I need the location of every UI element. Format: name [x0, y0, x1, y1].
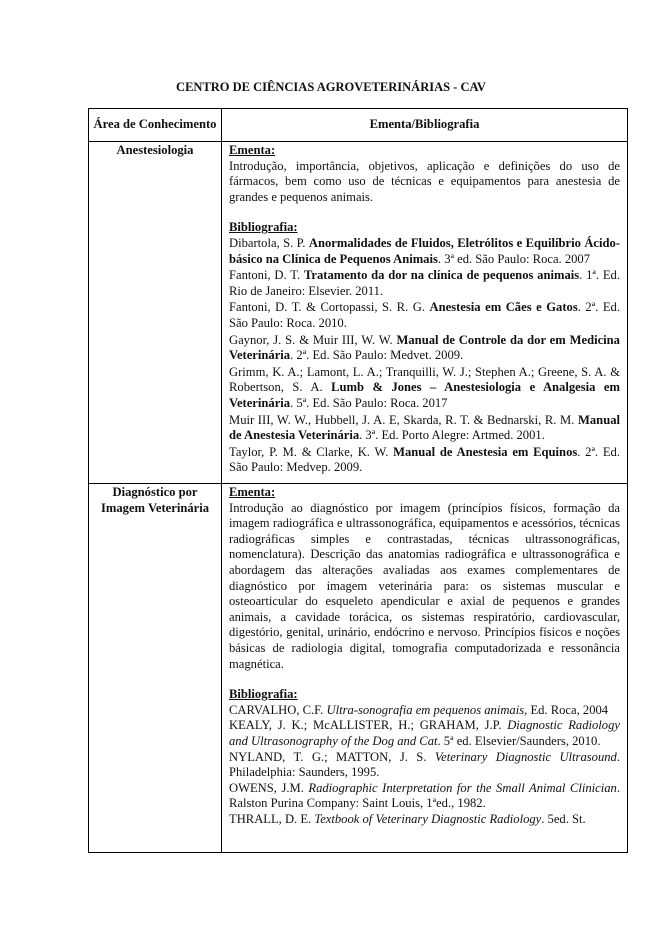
reference-text: . 5ed. St.	[541, 811, 586, 826]
page-title: CENTRO DE CIÊNCIAS AGROVETERINÁRIAS - CAV	[176, 80, 486, 94]
reference-text: Fantoni, D. T.	[229, 268, 304, 283]
reference-text: THRALL, D. E.	[229, 811, 315, 826]
reference-title: Anestesia em Cães e Gatos	[429, 300, 578, 315]
reference-text: . 1ª. Ed. Rio de Janeiro: Elsevier. 2011.	[229, 268, 620, 298]
ementa-label: Ementa:	[229, 143, 276, 157]
reference-title: Lumb & Jones – Anestesiologia e Analgesia em Veterinária	[229, 380, 620, 410]
reference-item	[229, 812, 620, 828]
reference-text: . 2ª. Ed. São Paulo: Medvep. 2009.	[229, 444, 620, 475]
reference-item	[229, 750, 620, 781]
reference-text: Gaynor, J. S. & Muir III, W. W.	[229, 332, 397, 347]
reference-text: CARVALHO, C.F.	[229, 702, 327, 717]
table-header-row	[89, 109, 628, 142]
reference-title: Textbook of Veterinary Diagnostic Radiology	[314, 811, 542, 826]
reference-item	[229, 333, 620, 364]
area-name: Diagnóstico por Imagem Veterinária	[89, 484, 222, 853]
reference-item	[229, 300, 620, 331]
reference-title: Diagnostic Radiology and Ultrasonography of the Dog and Cat	[229, 718, 620, 748]
reference-text: OWENS, J.M.	[229, 780, 309, 795]
reference-text: NYLAND, T. G.; MATTON, J. S.	[229, 749, 435, 764]
reference-text: KEALY, J. K.; McALLISTER, H.; GRAHAM, J.P.	[229, 718, 508, 733]
reference-text: Grimm, K. A.; Lamont, L. A.; Tranquilli, W. J.; Stephen A.; Greene, S. A. & Robertson, S. A.	[229, 364, 620, 395]
reference-text: . 5ª ed. Elsevier/Saunders, 2010.	[437, 733, 601, 748]
reference-text: Fantoni, D. T. & Cortopassi, S. R. G.	[229, 300, 430, 315]
reference-text: . 3ª. Ed. Porto Alegre: Artmed. 2001.	[359, 428, 545, 443]
reference-item	[229, 718, 620, 749]
ementa-text: Introdução, importância, objetivos, aplicação e definições do uso de fármacos, bem como uso de técnicas e equipamentos para anestesia de grandes e pequenos animais.	[229, 158, 620, 204]
reference-title: Veterinary Diagnostic Ultrasound	[434, 749, 617, 764]
table-row	[89, 142, 628, 484]
reference-item	[229, 703, 620, 719]
reference-item	[229, 236, 620, 267]
reference-text: . 2ª. Ed. São Paulo: Medvet. 2009.	[290, 348, 464, 363]
reference-text: , Ed. Roca, 2004	[524, 702, 609, 717]
area-name: Anestesiologia	[89, 142, 222, 484]
reference-text: . 3ª ed. São Paulo: Roca. 2007	[437, 251, 591, 266]
reference-text: Muir III, W. W., Hubbell, J. A. E, Skarda, R. T. & Bednarski, R. M.	[229, 412, 578, 427]
reference-text: . 5ª. Ed. São Paulo: Roca. 2017	[290, 395, 448, 410]
reference-title: Tratamento da dor na clínica de pequenos animais	[303, 268, 580, 283]
reference-item	[229, 365, 620, 412]
bibliografia-label: Bibliografia:	[229, 687, 298, 702]
ementa-text: Introdução ao diagnóstico por imagem (princípios físicos, formação da imagem radiográfica e ultrassonográfica, equipamentos e acessórios, técnicas radiográficas simples e contrastadas, técnicas ultrassonográficas, nomenclatura). Descrição das anatomias radiográfica e ultrassonográfica e abordagem das alterações avaliadas aos exames complementares de diagnóstico por imagem veterinária para: os sistemas muscular e osteoarticular do esqueleto apendicular e axial de pequenos e grandes animais, a cavidade torácica, os sistemas respiratório, cardiovascular, digestório, genital, urinário, endócrino e nervoso. Princípios físicos e noções básicas de radiologia digital, tomografia computadorizada e ressonância magnética.	[229, 500, 620, 671]
reference-text: Dibartola, S. P.	[229, 235, 309, 250]
content-cell	[222, 142, 628, 484]
reference-title: Ultra-sonografia em pequenos animais	[326, 702, 525, 717]
reference-list	[229, 236, 620, 476]
reference-text: . Philadelphia: Saunders, 1995.	[229, 749, 620, 780]
reference-item	[229, 445, 620, 476]
reference-text: . Ralston Purina Company: Saint Louis, 1ªed., 1982.	[229, 780, 620, 811]
reference-title: Anormalidades de Fluidos, Eletrólitos e Equilíbrio Ácido-básico na Clínica de Pequenos Animais	[229, 235, 621, 266]
reference-title: Manual de Anestesia em Equinos	[393, 444, 578, 459]
reference-item	[229, 413, 620, 444]
header-content: Ementa/Bibliografia	[222, 109, 628, 142]
header-area: Área de Conhecimento	[89, 109, 222, 142]
reference-item	[229, 268, 620, 299]
reference-text: Taylor, P. M. & Clarke, K. W.	[229, 444, 394, 459]
reference-title: Manual de Anestesia Veterinária	[229, 412, 620, 443]
content-cell	[222, 484, 628, 853]
reference-list	[229, 703, 620, 828]
curriculum-table	[88, 108, 628, 853]
bibliografia-label: Bibliografia:	[229, 220, 298, 235]
reference-title: Manual de Controle da dor em Medicina Veterinária	[229, 332, 620, 363]
table-row	[89, 484, 628, 853]
reference-item	[229, 781, 620, 812]
reference-text: . 2ª. Ed. São Paulo: Roca. 2010.	[229, 300, 620, 330]
reference-title: Radiographic Interpretation for the Small Animal Clinician	[308, 780, 617, 795]
ementa-label: Ementa:	[229, 485, 276, 499]
